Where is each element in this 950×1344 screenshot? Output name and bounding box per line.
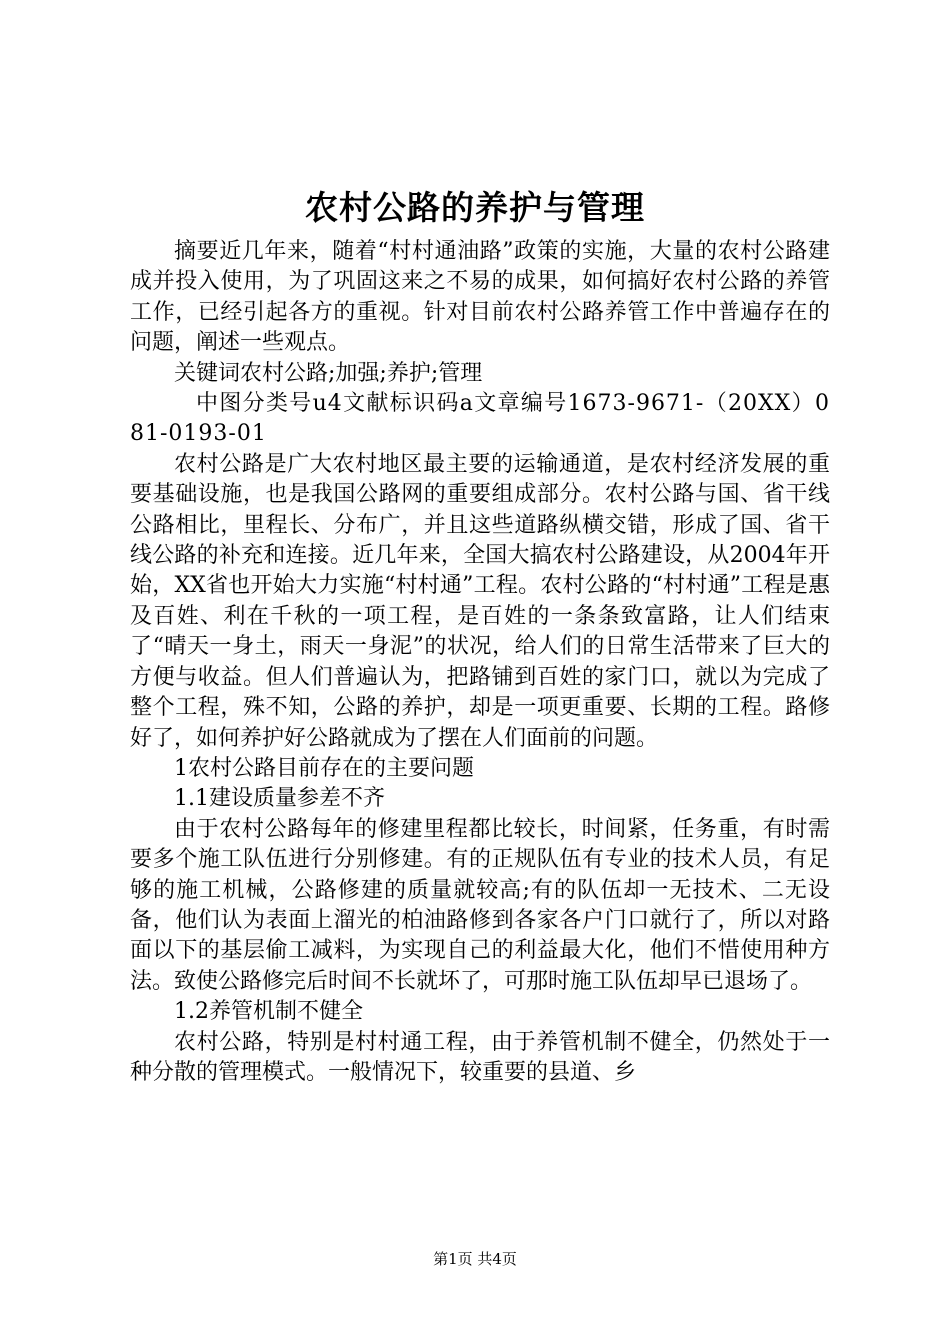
abstract-paragraph: 摘要近几年来，随着“村村通油路”政策的实施，大量的农村公路建成并投入使用，为了巩固这来之不易的成果，如何搞好农村公路的养管工作，已经引起各方的重视。针对目前农村公路养管工作中普遍存在的问题，阐述一些观点。 [130, 239, 830, 356]
section-1-heading: 1农村公路目前存在的主要问题 [174, 755, 474, 781]
intro-paragraph: 农村公路是广大农村地区最主要的运输通道，是农村经济发展的重要基础设施，也是我国公路网的重要组成部分。农村公路与国、省干线公路相比，里程长、分布广，并且这些道路纵横交错，形成了国、省干线公路的补充和连接。近几年来，全国大搞农村公路建设，从2004年开始，XX省也开始大力实施“村村通”工程。农村公路的“村村通”工程是惠及百姓、利在千秋的一项工程，是百姓的一条条致富路，让人们结束了“晴天一身土，雨天一身泥”的状况，给人们的日常生活带来了巨大的方便与收益。但人们普遍认为，把路铺到百姓的家门口，就以为完成了整个工程，殊不知，公路的养护，却是一项更重要、长期的工程。路修好了，如何养护好公路就成为了摆在人们面前的问题。 [130, 451, 830, 751]
section-1-2-heading: 1.2养管机制不健全 [174, 999, 363, 1025]
document-body [130, 237, 830, 1088]
section-1-2-paragraph: 农村公路，特别是村村通工程，由于养管机制不健全，仍然处于一种分散的管理模式。一般情况下，较重要的县道、乡 [130, 1029, 830, 1085]
classification-line: 中图分类号u4文献标识码a文章编号1673-9671-（20XX）081-0193-01 [130, 391, 830, 447]
page-footer: 第1页 共4页 [433, 1250, 517, 1268]
keywords-line: 关键词农村公路;加强;养护;管理 [174, 360, 483, 386]
document-title: 农村公路的养护与管理 [305, 188, 645, 227]
section-1-1-paragraph: 由于农村公路每年的修建里程都比较长，时间紧，任务重，有时需要多个施工队伍进行分别修建。有的正规队伍有专业的技术人员，有足够的施工机械，公路修建的质量就较高;有的队伍却一无技术、二无设备，他们认为表面上溜光的柏油路修到各家各户门口就行了，所以对路面以下的基层偷工减料，为实现自己的利益最大化，他们不惜使用种方法。致使公路修完后时间不长就坏了，可那时施工队伍却早已退场了。 [130, 816, 830, 994]
section-1-1-heading: 1.1建设质量参差不齐 [174, 786, 385, 812]
